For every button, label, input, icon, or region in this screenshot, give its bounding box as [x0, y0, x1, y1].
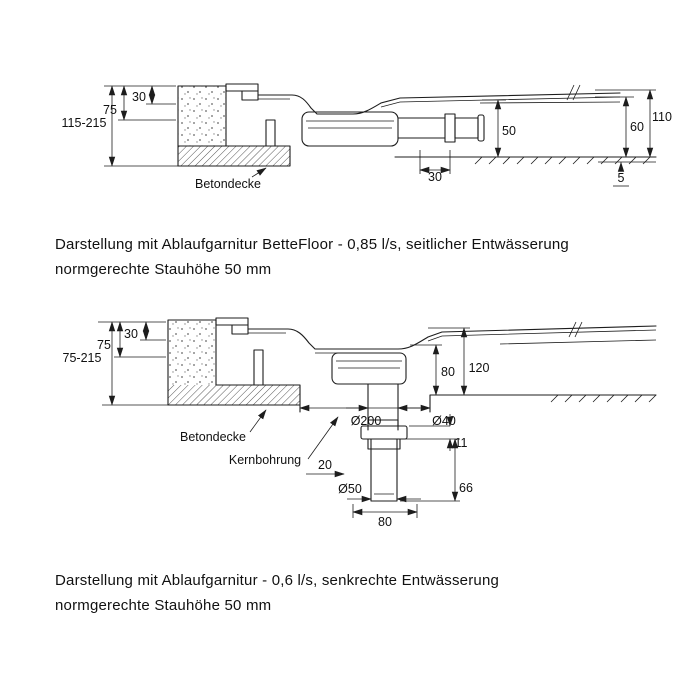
label-text: Kernbohrung: [228, 453, 302, 467]
dim-text: 30: [428, 170, 442, 184]
dim-total-height: [650, 90, 672, 157]
pipe-end-cap: [478, 115, 484, 141]
figure2-caption-line2: normgerechte Stauhöhe 50 mm: [55, 597, 272, 614]
lower-pipe-collar: [368, 439, 400, 449]
tray-rim: [216, 318, 248, 325]
label-text: Betondecke: [194, 177, 262, 191]
support-foot: [254, 350, 263, 385]
dim-screed-height: [124, 322, 146, 341]
dim-text: 115-215: [61, 116, 107, 130]
dim-text: 66: [459, 481, 473, 495]
dim-text: 20: [318, 458, 332, 472]
dim-core-hole-diameter: [300, 408, 430, 428]
dim-screed-height: [132, 86, 152, 104]
ceiling-hatch-ticks: [551, 395, 656, 402]
tray-rim: [226, 84, 258, 91]
drain-inner-lines: [336, 361, 402, 368]
dim-clearance: [613, 163, 629, 187]
drain-inner-lines: [306, 121, 394, 128]
figure2-caption: [55, 568, 499, 618]
dim-bottom-offset: [353, 512, 417, 529]
break-marks: [569, 322, 582, 337]
dim-text: 5: [617, 171, 625, 185]
dim-text: 60: [630, 120, 644, 134]
support-foot: [266, 120, 275, 146]
figure2-caption-line1: Darstellung mit Ablaufgarnitur - 0,6 l/s, senkrechte Entwässerung: [55, 572, 500, 589]
dim-buildup-range: [63, 322, 112, 405]
figure2-drawing: [0, 290, 700, 555]
dim-text: 80: [441, 365, 455, 379]
dim-lower-pipe-diameter: [338, 482, 421, 499]
dim-outlet-offset: [420, 170, 450, 184]
label-betondecke: [195, 168, 266, 191]
dim-text: 110: [652, 110, 672, 124]
wall-screed-fill: [168, 320, 216, 385]
figure1-caption: [55, 232, 569, 282]
dim-offset: [306, 458, 344, 474]
lower-pipe: [371, 439, 397, 501]
outlet-pipe: [398, 118, 445, 138]
figure2-dimensions: [63, 322, 490, 529]
dim-total-depth: [464, 328, 489, 395]
pipe-coupling-ring: [445, 114, 455, 142]
dim-text: 75: [97, 338, 111, 352]
figure2-structure: [168, 318, 656, 501]
tray-rim-flange: [242, 91, 258, 100]
wall-screed-fill: [178, 86, 226, 146]
dim-text: 80: [378, 515, 392, 529]
dim-buildup-range: [62, 86, 112, 166]
dim-text: Ø200: [350, 414, 382, 428]
ceiling-hatch-ticks: [475, 157, 650, 164]
ceiling-line-right: [430, 395, 656, 412]
dim-text: Ø40: [432, 414, 456, 428]
figure1-caption-line1: Darstellung mit Ablaufgarnitur BetteFloor - 0,85 l/s, seitlicher Entwässerung: [55, 236, 569, 253]
label-text: Betondecke: [179, 430, 247, 444]
figure1-caption-line2: normgerechte Stauhöhe 50 mm: [55, 261, 272, 278]
drain-bowl: [332, 353, 406, 384]
dim-text: 50: [502, 124, 516, 138]
tray-surface: [258, 93, 620, 114]
dim-text: 75-215: [62, 351, 102, 365]
tray-rim-flange: [232, 325, 248, 334]
dim-buildup-mid: [103, 86, 124, 120]
dim-text: 75: [103, 103, 117, 117]
tray-underside: [248, 330, 656, 353]
dim-text: 30: [132, 90, 146, 104]
concrete-slab-fill: [178, 146, 290, 166]
extension-lines: [98, 322, 470, 518]
tray-surface: [248, 326, 656, 349]
drain-body: [302, 112, 398, 146]
dim-drain-height: [626, 97, 644, 157]
dim-text: 120: [468, 361, 490, 375]
figure1-structure: [178, 84, 656, 166]
label-betondecke: [180, 410, 266, 444]
dim-stauhoehe: [498, 100, 516, 157]
concrete-slab-fill: [168, 385, 300, 405]
tray-underside: [258, 97, 620, 107]
figure1-drawing: [0, 0, 700, 215]
figure1-dimensions: [62, 86, 672, 191]
dim-basin-depth: [436, 345, 455, 395]
pipe-socket: [455, 118, 478, 138]
dim-text: 30: [124, 327, 138, 341]
dim-text: 11: [454, 436, 468, 450]
dim-text: Ø50: [338, 482, 362, 496]
